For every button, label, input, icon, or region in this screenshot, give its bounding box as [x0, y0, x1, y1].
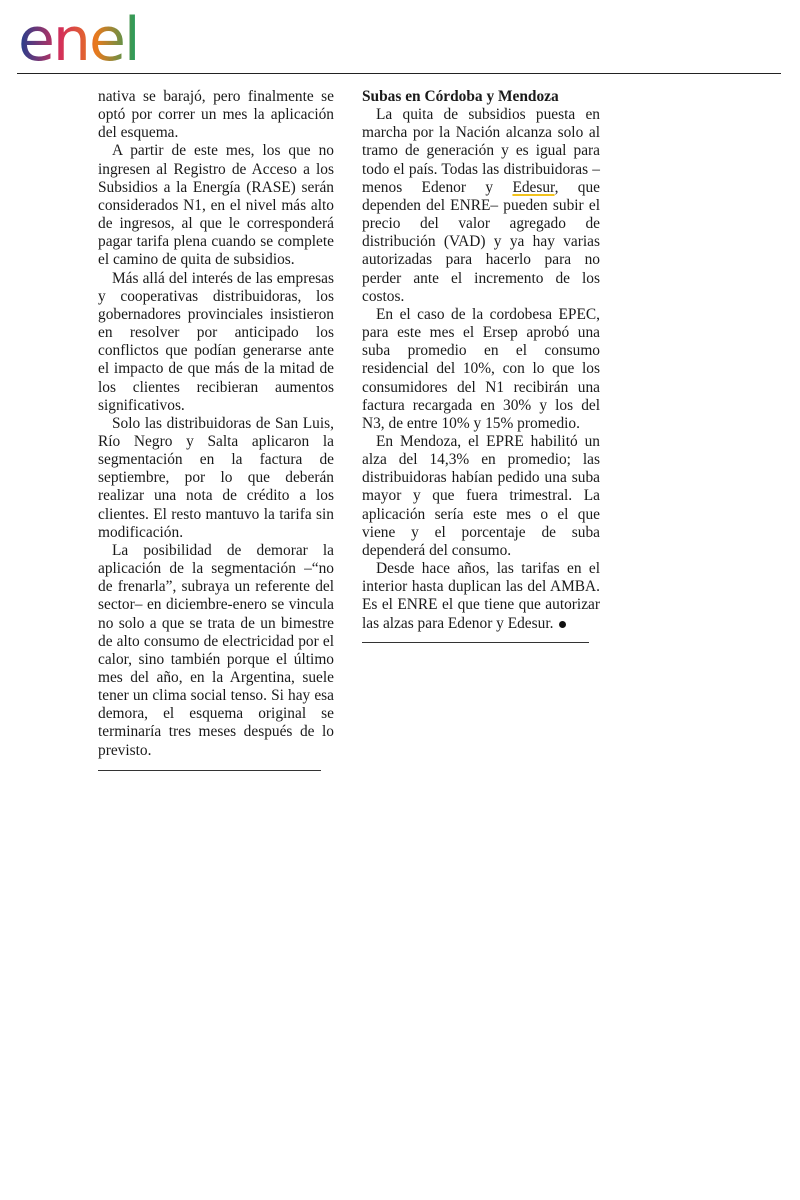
highlighted-term: Edesur	[512, 178, 555, 196]
left-paragraph-1: nativa se barajó, pero finalmente se optó por correr un mes la aplicación del esquema.	[98, 88, 334, 142]
right-paragraph-3: En Mendoza, el EPRE habilitó un alza del 14,3% en promedio; las distribuidoras habían pedido una suba mayor y que fuera trimestral. La aplicación sería este mes o el que viene y el porcentaje de suba dependerá del consumo.	[362, 432, 600, 559]
right-paragraph-4-text: Desde hace años, las tarifas en el interior hasta duplican las del AMBA. Es el ENRE el que tiene que autorizar las alzas para Edenor y Edesur.	[362, 560, 600, 632]
left-paragraph-3: Más allá del interés de las empresas y cooperativas distribuidoras, los gobernadores provinciales insistieron en resolver por anticipado los conflictos que podían generarse ante el impacto de que más de la mitad de los clientes recibieran aumentos significativos.	[98, 269, 334, 414]
end-of-article-dot-icon	[559, 621, 566, 628]
left-paragraph-4: Solo las distribuidoras de San Luis, Río Negro y Salta aplicaron la segmentación en la factura de septiembre, por lo que deberán realizar una nota de crédito a los clientes. El resto mantuvo la tarifa sin modificación.	[98, 414, 334, 541]
enel-logo	[16, 6, 172, 70]
right-paragraph-4	[362, 560, 600, 633]
column-end-rule-right	[362, 642, 589, 643]
right-paragraph-1	[362, 106, 600, 306]
subheading: Subas en Córdoba y Mendoza	[362, 88, 559, 105]
right-paragraph-1-part-b: , que dependen del ENRE– pueden subir el precio del valor agregado de distribución (VAD) y ya hay varias autorizadas para hacerlo para no perder ante el incremento de los costos.	[362, 178, 600, 305]
article-column-right	[362, 88, 600, 633]
enel-logo-text: enel	[18, 6, 139, 70]
article-column-left	[98, 88, 334, 760]
left-paragraph-2: A partir de este mes, los que no ingresen al Registro de Acceso a los Subsidios a la Energía (RASE) serán considerados N1, en el nivel más alto de ingresos, al que le corresponderá pagar tarifa plena cuando se complete el camino de quita de subsidios.	[98, 142, 334, 269]
right-paragraph-1-part-a: La quita de subsidios puesta en marcha por la Nación alcanza solo al tramo de generación y es igual para todo el país. Todas las distribuidoras –menos Edenor y	[362, 106, 600, 196]
column-end-rule-left	[98, 770, 321, 771]
right-paragraph-2: En el caso de la cordobesa EPEC, para este mes el Ersep aprobó una suba promedio en el consumo residencial del 10%, con lo que los consumidores del N1 recibirán una factura recargada en 30% y los del N3, de entre 10% y 15% promedio.	[362, 305, 600, 432]
left-paragraph-5: La posibilidad de demorar la aplicación de la segmentación –“no de frenarla”, subraya un referente del sector– en diciembre-enero se vincula no solo a que se trata de un bimestre de alto consumo de electricidad por el calor, sino también porque el último mes del año, en la Argentina, suele tener un clima social tenso. Si hay esa demora, el esquema original se terminaría tres meses después de lo previsto.	[98, 541, 334, 759]
header-rule	[17, 73, 781, 74]
